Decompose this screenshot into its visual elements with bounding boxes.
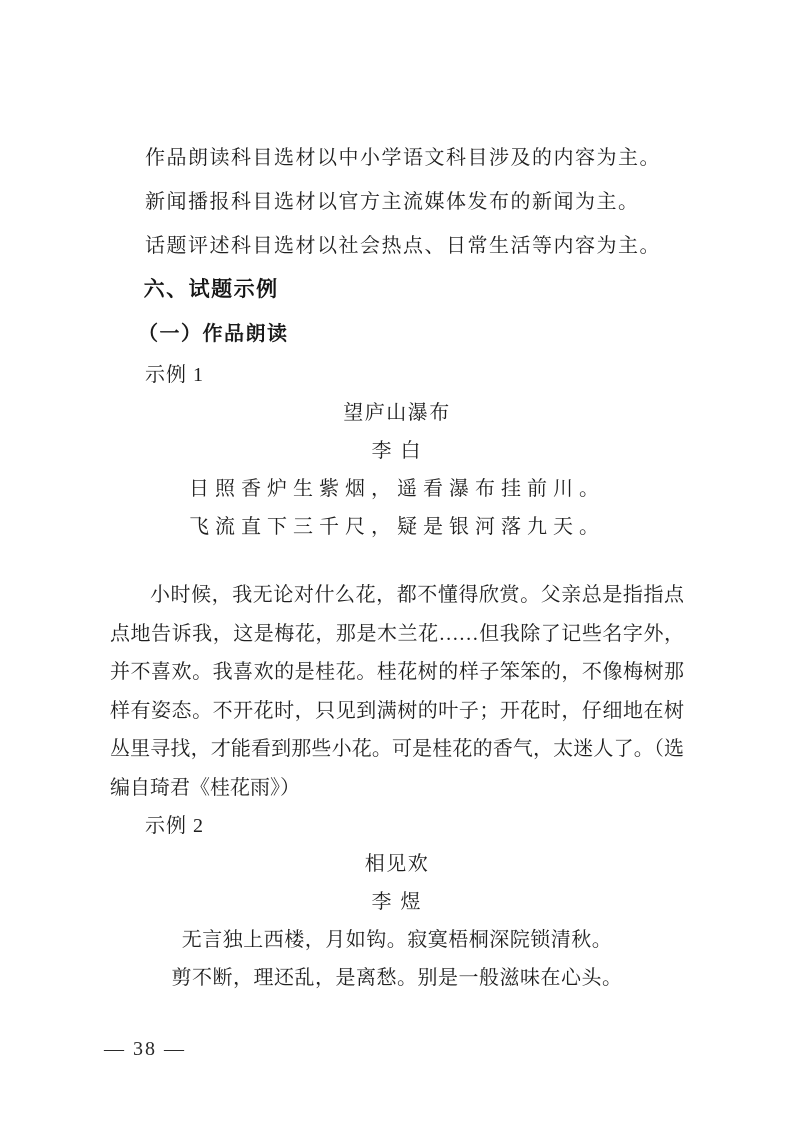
example1-poem-line: 飞流直下三千尺，疑是银河落九天。 [189, 516, 605, 538]
example2-poem-line: 剪不断，理还乱，是离愁。别是一般滋味在心头。 [171, 967, 623, 989]
example2-poem-author: 李 煜 [371, 891, 423, 913]
example1-poem-line: 日照香炉生紫烟，遥看瀑布挂前川。 [189, 478, 605, 500]
example1-prose-passage: 小时候，我无论对什么花，都不懂得欣赏。父亲总是指指点点地告诉我，这是梅花，那是木兰花……但我除了记些名字外，并不喜欢。我喜欢的是桂花。桂花树的样子笨笨的，不像梅树那样有姿态。不开花时，只见到满树的叶子；开花时，仔细地在树丛里寻找，才能看到那些小花。可是桂花的香气，太迷人了。（选编自琦君《桂花雨》） [110, 584, 684, 799]
intro-line-news: 新闻播报科目选材以官方主流媒体发布的新闻为主。 [145, 191, 640, 213]
example2-poem-line: 无言独上西楼，月如钩。寂寞梧桐深院锁清秋。 [181, 929, 613, 951]
example1-poem-title: 望庐山瀑布 [343, 402, 451, 424]
example1-label: 示例 1 [145, 364, 204, 386]
page-number: — 38 — [104, 1038, 186, 1060]
section-heading: 六、试题示例 [143, 278, 279, 301]
example2-poem-title: 相见欢 [364, 853, 430, 875]
intro-line-topic: 话题评述科目选材以社会热点、日常生活等内容为主。 [145, 235, 661, 257]
intro-line-reading: 作品朗读科目选材以中小学语文科目涉及的内容为主。 [145, 147, 661, 169]
example2-label: 示例 2 [145, 815, 204, 837]
page-content [110, 0, 684, 997]
subsection-heading: （一）作品朗读 [138, 323, 289, 345]
example1-poem-author: 李 白 [371, 440, 423, 462]
